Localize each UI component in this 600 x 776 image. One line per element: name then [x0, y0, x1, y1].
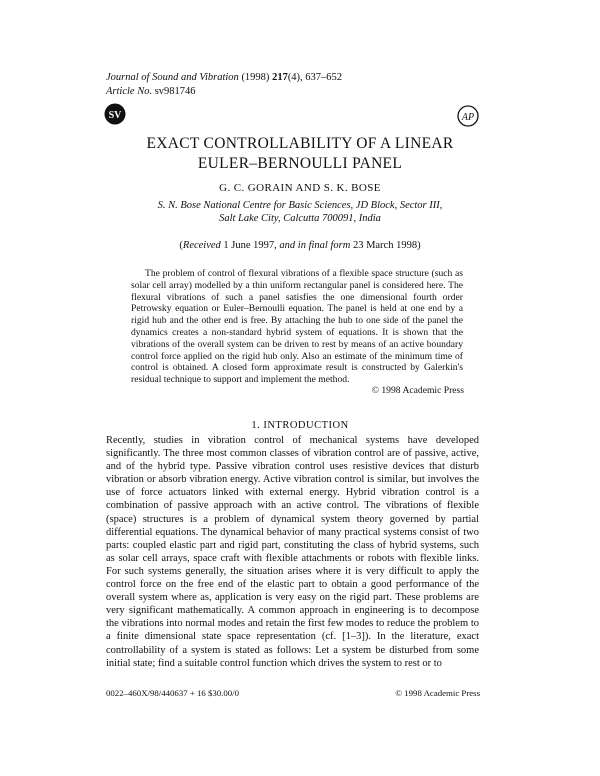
- received-open: (: [179, 240, 183, 251]
- final-label: and in final form: [279, 240, 351, 251]
- ap-logo-icon: [457, 105, 479, 127]
- sv-logo-icon: [104, 103, 126, 125]
- sv-logo-text: SV: [108, 110, 122, 121]
- article-id: sv981746: [154, 86, 196, 97]
- journal-name: Journal of Sound and Vibration: [106, 72, 239, 83]
- paper-title-line-1: EXACT CONTROLLABILITY OF A LINEAR: [146, 135, 454, 152]
- footer-copyright: © 1998 Academic Press: [395, 688, 480, 698]
- received-label: Received: [182, 240, 221, 251]
- footer-code: 0022–460X/98/440637 + 16 $30.00/0: [106, 688, 240, 698]
- section-heading: 1. INTRODUCTION: [251, 420, 349, 431]
- paper-title-line-2: EULER–BERNOULLI PANEL: [197, 155, 403, 172]
- intro-paragraph: Recently, studies in vibration control of mechanical systems have developed significantly. The three most common classes of vibration control are of passive, active, and of the hybrid type. Passive vibration control uses resistive devices that disturb vibration or absorb vibration energy. Active vibration control is similar, but involves the use of force actuators linked with external energy. Hybrid vibration control is a combination of passive approach with an active control. The vibrations of flexible (space) structures is a problem of dynamical system theory governed by partial differential equations. The dynamical behavior of many practical systems consist of two parts: coupled elastic part and rigid part, constituting the class of hybrid systems, such as solar cell arrays, space craft with flexible attachments or robots with flexible links. For such systems generally, the situation arises where it is very difficult to apply the control force on the free end of the elastic part to obtain a good performance of the overall system where as, application is very easy on the rigid part. These problems are very significant mathematically. A common approach in engineering is to decompose the vibrations into normal modes and retain the first few modes to reduce the problem to a finite dimensional state space representation (cf. [1–3]). In the literature, exact controllability of a system is stated as follows: Let a system be disturbed from some initial state; find a suitable control function which drives the system to rest or to: [106, 435, 479, 669]
- final-date: 23 March 1998): [352, 240, 421, 251]
- journal-volume: 217: [272, 72, 288, 83]
- article-number: [106, 85, 196, 99]
- abstract-copyright: © 1998 Academic Press: [371, 385, 464, 396]
- abstract: The problem of control of flexural vibrations of a flexible space structure (such as solar cell array) modelled by a thin uniform rectangular panel is considered here. The flexural vibrations of such a panel satisfies the one dimensional fourth order Petrowsky equation or Euler–Bernoulli equation. The panel is held at one end by a rigid hub and the other end is free. By attaching the hub to one side of the panel the dynamics creates a non-standard hybrid system of equations. It is shown that the vibrations of the overall system can be driven to rest by means of an active boundary control force applied on the rigid hub only. Also an estimate of the minimum time of control is obtained. A closed form approximate result is constructed by Galerkin's residual technique to support and implement the method.: [131, 268, 463, 386]
- ap-logo-text: AP: [461, 112, 475, 123]
- journal-year: (1998): [241, 72, 270, 83]
- journal-issue-pages: (4), 637–652: [287, 72, 343, 83]
- journal-citation: [106, 71, 342, 85]
- received-dates: [100, 240, 500, 251]
- article-label: Article No.: [106, 86, 153, 97]
- authors: G. C. GORAIN AND S. K. BOSE: [219, 182, 381, 194]
- affiliation-line-1: S. N. Bose National Centre for Basic Sciences, JD Block, Sector III,: [157, 200, 443, 211]
- affiliation-line-2: Salt Lake City, Calcutta 700091, India: [219, 213, 381, 224]
- received-date: 1 June 1997,: [223, 240, 277, 251]
